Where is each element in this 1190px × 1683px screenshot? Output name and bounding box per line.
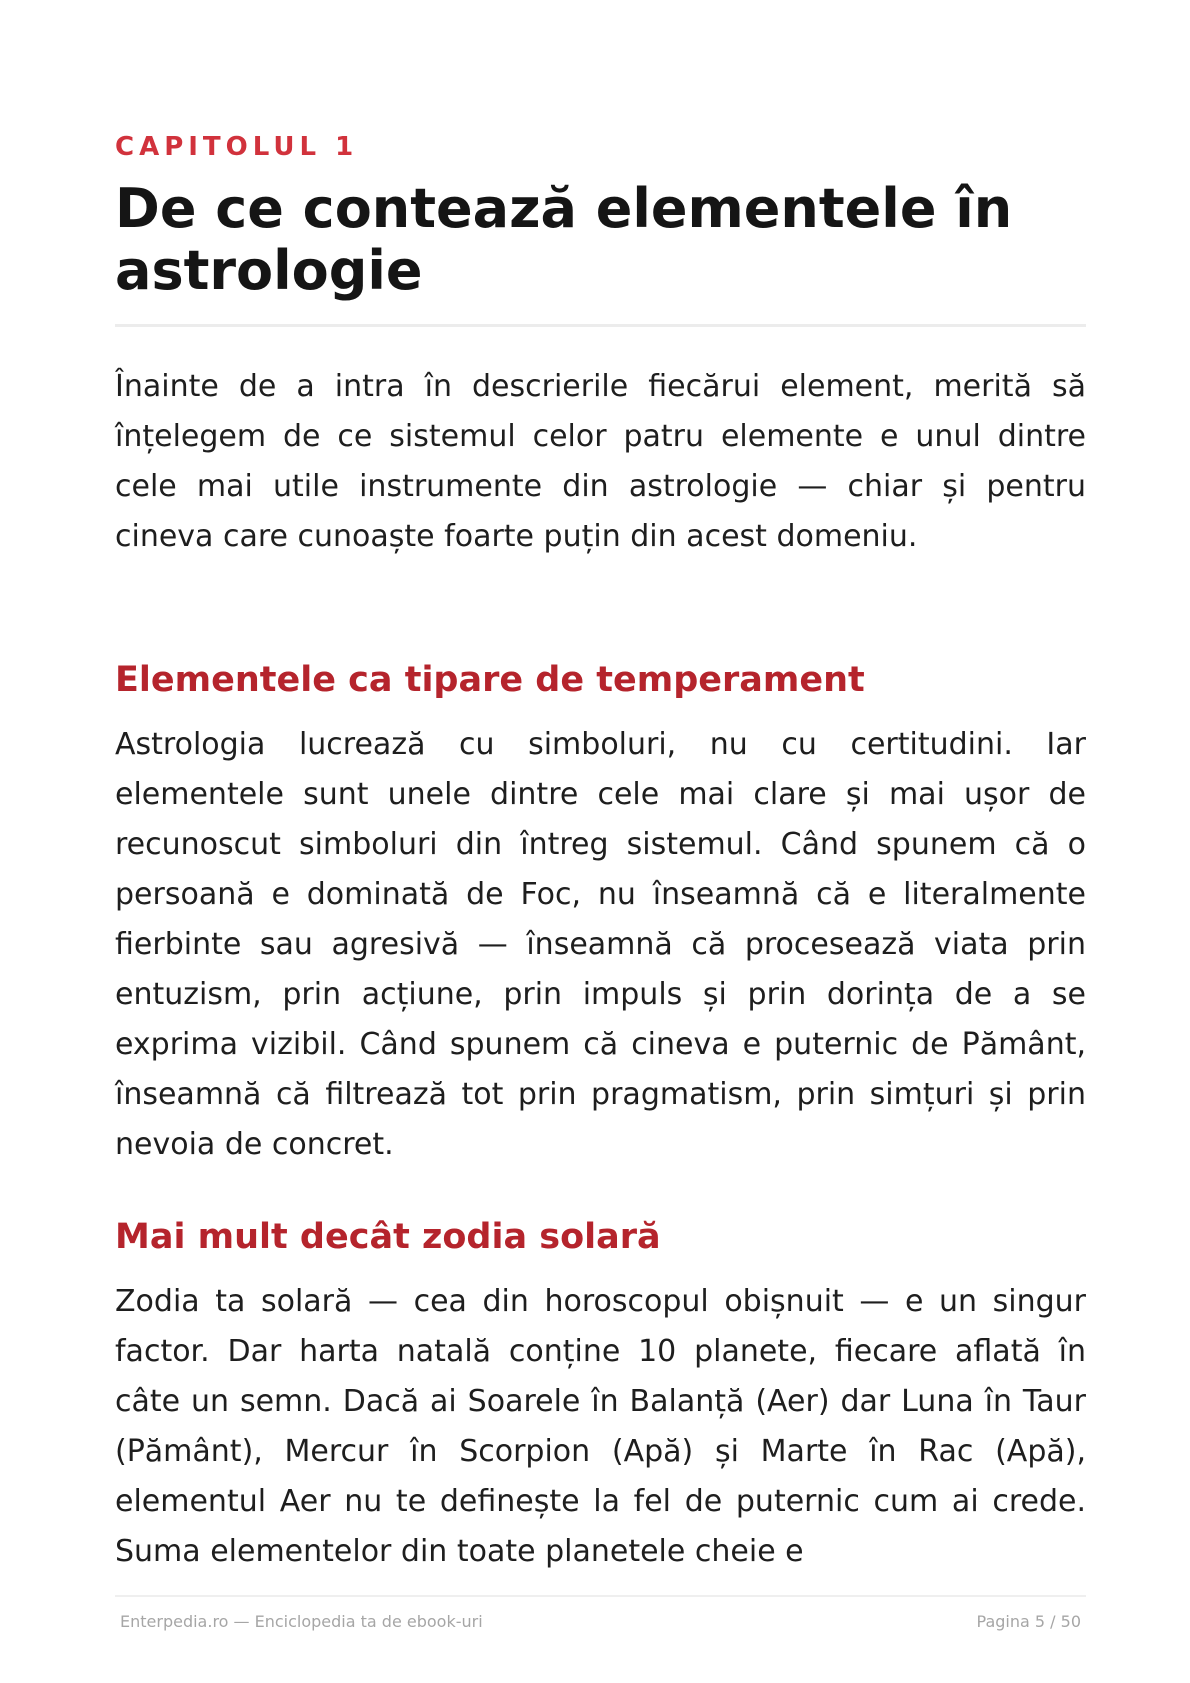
footer-page-number: Pagina 5 / 50 — [976, 1612, 1081, 1631]
chapter-title: De ce contează elementele în astrologie — [115, 177, 1013, 302]
footer-site-credit: Enterpedia.ro — Enciclopedia ta de ebook-uri — [120, 1612, 483, 1631]
footer-divider — [115, 1595, 1086, 1597]
section-heading-solar-sign: Mai mult decât zodia solară — [115, 1217, 661, 1257]
section-paragraph-solar-sign: Zodia ta solară — cea din horoscopul obișnuit — e un singur factor. Dar harta natală conține 10 planete, fiecare aflată în câte un semn. Dacă ai Soarele în Balanță (Aer) dar Luna în Taur (Pământ), Mercur în Scorpion (Apă) și Marte în Rac (Apă), elementul Aer nu te definește la fel de puternic cum ai crede. Suma elementelor din toate planetele cheie e — [115, 1284, 1086, 1569]
section-paragraph-temperament: Astrologia lucrează cu simboluri, nu cu certitudini. Iar elementele sunt unele dintre cele mai clare și mai ușor de recunoscut simboluri din întreg sistemul. Când spunem că o persoană e dominată de Foc, nu înseamnă că e literalmente fierbinte sau agresivă — înseamnă că procesează viata prin entuzism, prin acțiune, prin impuls și prin dorința de a se exprima vizibil. Când spunem că cineva e puternic de Pământ, înseamnă că filtrează tot prin pragmatism, prin simțuri și prin nevoia de concret. — [115, 727, 1086, 1162]
chapter-label: CAPITOLUL 1 — [115, 132, 359, 162]
intro-paragraph: Înainte de a intra în descrierile fiecărui element, merită să înțelegem de ce sistemul celor patru elemente e unul dintre cele mai utile instrumente din astrologie — chiar și pentru cineva care cunoaște foarte puțin din acest domeniu. — [115, 369, 1086, 554]
section-body-solar-sign — [115, 1277, 1086, 1587]
title-divider — [115, 324, 1086, 327]
section-heading-temperament: Elementele ca tipare de temperament — [115, 660, 865, 700]
ebook-page — [115, 0, 1086, 1683]
